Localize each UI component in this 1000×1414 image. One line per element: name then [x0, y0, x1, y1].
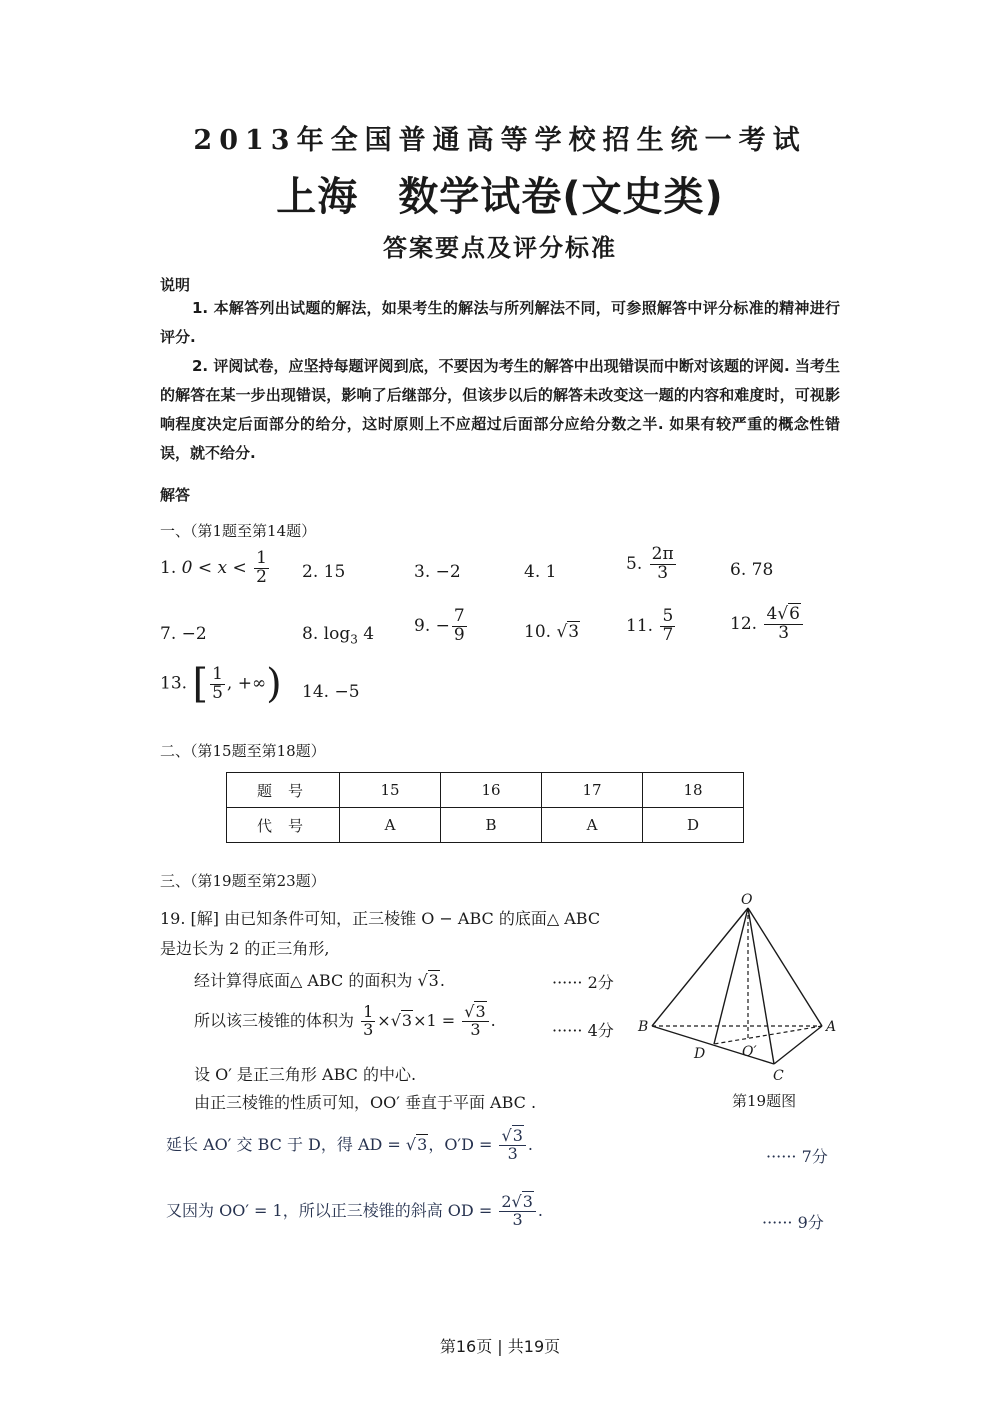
answer-13: 13. [ $\frac{1}{5}$ , +∞)	[160, 661, 282, 707]
table-row	[227, 808, 744, 843]
paper-subtitle: 答案要点及评分标准	[383, 234, 617, 262]
answers-label: 解答	[160, 486, 191, 504]
q19-score-9: ······ 9分	[762, 1213, 824, 1232]
pyramid-figure	[630, 888, 850, 1088]
q19-line-1: 19. [解] 由已知条件可知，正三棱锥 O − ABC 的底面△ ABC	[160, 909, 601, 928]
table-cell: 16	[441, 773, 542, 808]
table-cell: 18	[643, 773, 744, 808]
edge-CA	[774, 1026, 822, 1064]
q19-line-3: 经计算得底面△ ABC 的面积为 √3.	[194, 971, 445, 990]
label-B: B	[638, 1019, 649, 1035]
answer-6: 6. 78	[730, 560, 774, 580]
answer-2: 2. 15	[302, 562, 346, 582]
table-cell: 17	[542, 773, 643, 808]
label-Oprime: O′	[742, 1044, 757, 1060]
answer-14: 14. −5	[302, 682, 360, 702]
q19-line-4: 所以该三棱锥的体积为 $\frac{1}{3}$ ×√3×1 = $\frac{√3}{3}$ .	[194, 1002, 496, 1039]
answer-3: 3. −2	[414, 562, 461, 582]
edge-OA	[748, 908, 822, 1026]
answer-8: 8. $\log_3 4$	[302, 624, 375, 647]
q19-line-7: 延长 AO′ 交 BC 于 D，得 AD = √3，O′D = $\frac{√3}{3}$ .	[166, 1126, 533, 1163]
answer-4: 4. 1	[524, 562, 557, 582]
section1-label: 一、（第1题至第14题）	[160, 522, 317, 540]
label-D: D	[694, 1046, 706, 1062]
answer-table	[226, 772, 744, 843]
page-footer: 第16页 | 共19页	[439, 1337, 561, 1356]
exam-title: 2013年全国普通高等学校招生统一考试	[193, 125, 807, 156]
note-text-1: 1. 本解答列出试题的解法，如果考生的解法与所列解法不同，可参照解答中评分标准的精神进行评分.	[160, 299, 840, 346]
table-cell: B	[441, 808, 542, 843]
note-text-2: 2. 评阅试卷，应坚持每题评阅到底，不要因为考生的解答中出现错误而中断对该题的评阅. 当考生的解答在某一步出现错误，影响了后继部分，但该步以后的解答未改变这一题的内容和难度时，可视影响程度决定后面部分的给分，这时原则上不应超过后面部分应给分数之半. 如果有较严重的概念性错误，就不给分.	[160, 357, 840, 462]
q19-line-8: 又因为 OO′ = 1，所以正三棱锥的斜高 OD = $\frac{2√3}{3}$ .	[166, 1192, 544, 1229]
answer-12: 12. $\frac{4√6}{3}$	[730, 606, 805, 643]
note-paragraph-1	[160, 294, 840, 352]
figure-caption: 第19题图	[732, 1092, 797, 1110]
note-paragraph-2	[160, 352, 840, 468]
edge-OC	[748, 908, 774, 1064]
q19-line-6: 由正三棱锥的性质可知，OO′ 垂直于平面 ABC .	[194, 1093, 537, 1112]
label-O: O	[741, 892, 753, 908]
table-cell: D	[643, 808, 744, 843]
answer-7: 7. −2	[160, 624, 207, 644]
paper-subject: 数学试卷(文史类)	[398, 174, 724, 220]
table-cell: 15	[340, 773, 441, 808]
paper-region: 上海	[276, 174, 359, 220]
q19-score-7: ······ 7分	[766, 1147, 828, 1166]
q19-score-4: ······ 4分	[552, 1021, 614, 1040]
section2-label: 二、（第15题至第18题）	[160, 742, 326, 760]
label-A: A	[826, 1019, 837, 1035]
table-header-cell: 代号	[227, 808, 340, 843]
q19-score-2: ······ 2分	[552, 973, 614, 992]
table-cell: A	[340, 808, 441, 843]
answer-11: 11. $\frac{5}{7}$	[626, 606, 674, 645]
answer-1: 1. 0 < x < $\frac{1}{2}$	[160, 548, 267, 587]
table-header-cell: 题号	[227, 773, 340, 808]
notes-label: 说明	[160, 276, 191, 294]
answer-5: 5. $\frac{2\pi}{3}$	[626, 544, 674, 583]
section3-label: 三、（第19题至第23题）	[160, 872, 326, 890]
table-row	[227, 773, 744, 808]
q19-line-5: 设 O′ 是正三角形 ABC 的中心.	[194, 1065, 417, 1084]
answer-9: 9. − $\frac{7}{9}$	[414, 606, 465, 645]
answer-10: 10. √3	[524, 622, 580, 642]
label-C: C	[773, 1068, 784, 1084]
table-cell: A	[542, 808, 643, 843]
paper-title	[0, 165, 1000, 222]
q19-line-2: 是边长为 2 的正三角形,	[160, 939, 330, 958]
